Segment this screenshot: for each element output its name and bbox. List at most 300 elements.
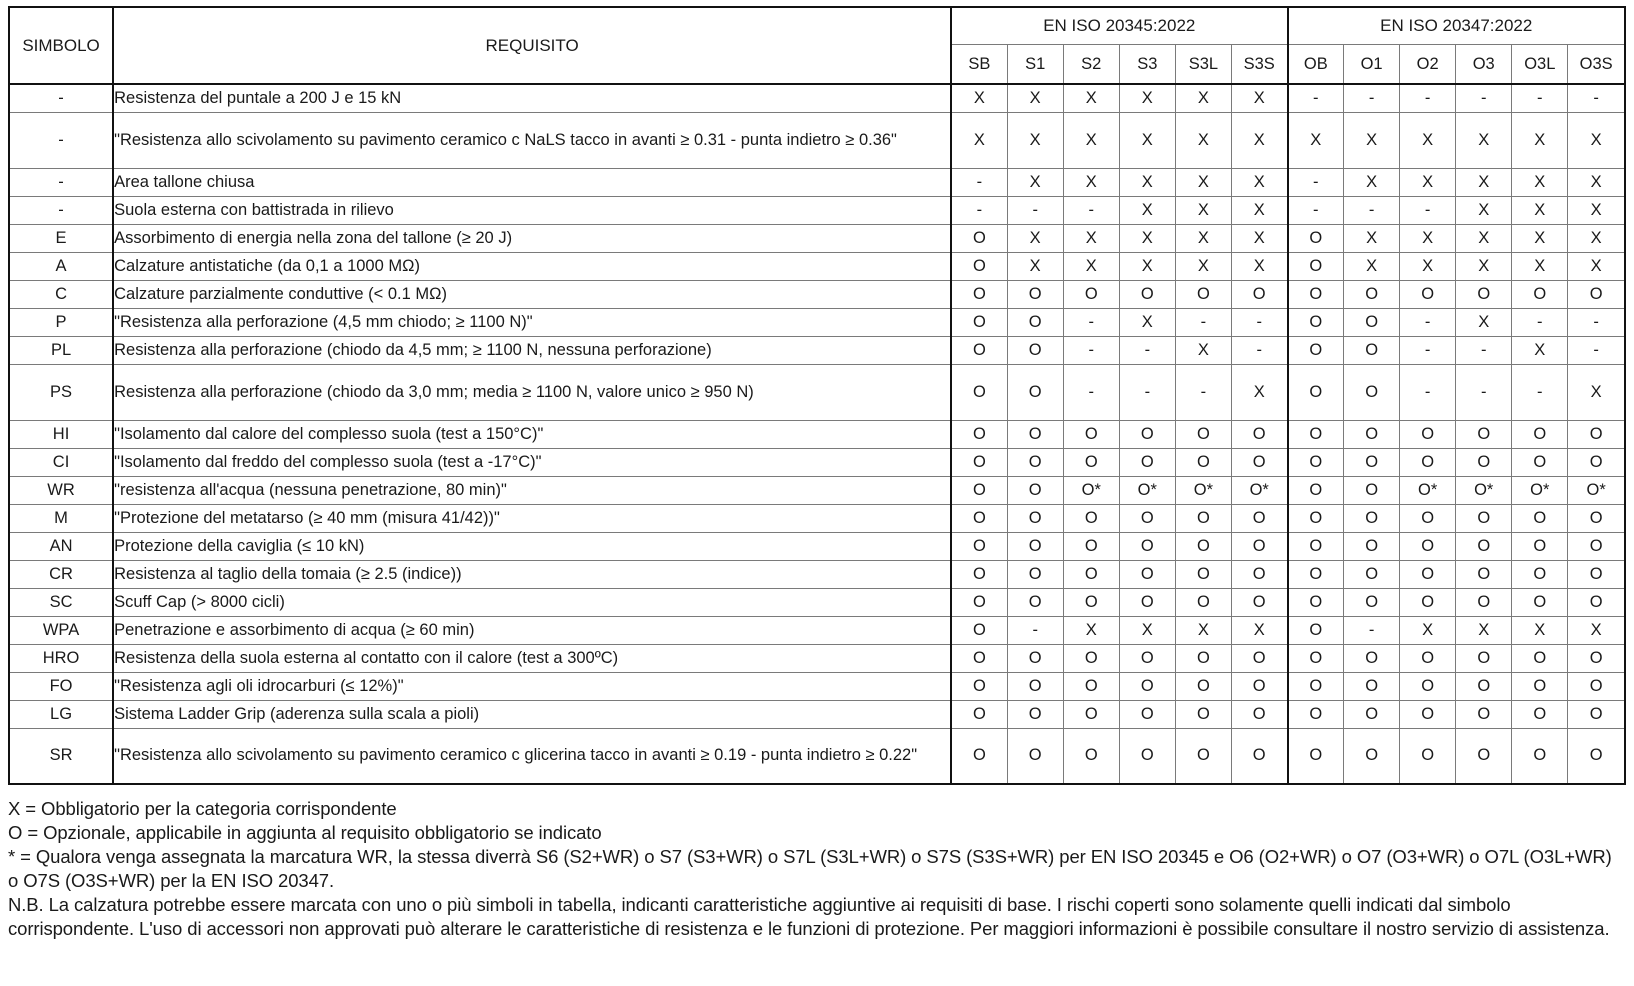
cell-value: O [1456, 504, 1512, 532]
category-header-s3s: S3S [1231, 45, 1287, 85]
cell-value: X [1063, 168, 1119, 196]
cell-value: X [1231, 112, 1287, 168]
cell-requirement: Penetrazione e assorbimento di acqua (≥ 60 min) [113, 616, 951, 644]
cell-value: - [1119, 364, 1175, 420]
table-header [9, 7, 1625, 84]
table-row [9, 168, 1625, 196]
cell-value: O [1007, 728, 1063, 784]
cell-value: O [1344, 672, 1400, 700]
cell-value: O [1007, 588, 1063, 616]
cell-value: O [1231, 448, 1287, 476]
cell-value: O [1119, 420, 1175, 448]
cell-value: O [951, 308, 1007, 336]
cell-requirement: Resistenza al taglio della tomaia (≥ 2.5 (indice)) [113, 560, 951, 588]
cell-value: X [1400, 616, 1456, 644]
cell-value: O [951, 644, 1007, 672]
cell-value: O* [1063, 476, 1119, 504]
table-row [9, 336, 1625, 364]
cell-value: O [1344, 280, 1400, 308]
cell-value: O [1512, 420, 1568, 448]
cell-value: O [1400, 448, 1456, 476]
cell-value: O [1288, 728, 1344, 784]
cell-value: O [1512, 672, 1568, 700]
cell-value: X [1568, 196, 1625, 224]
cell-value: O [951, 504, 1007, 532]
cell-value: O [1568, 644, 1625, 672]
note-nb: N.B. La calzatura potrebbe essere marcata con uno o più simboli in tabella, indicanti caratteristiche aggiuntive ai requisiti di base. I rischi coperti sono solamente quelli indicati dal simbolo corrispondente. L'uso di accessori non approvati può alterare le caratteristiche di resistenza e le funzioni di protezione. Per maggiori informazioni è possibile consultare il nostro servizio di assistenza. [8, 894, 1610, 940]
cell-requirement: Sistema Ladder Grip (aderenza sulla scala a pioli) [113, 700, 951, 728]
cell-symbol: SC [9, 588, 113, 616]
category-header-o1: O1 [1344, 45, 1400, 85]
cell-value: O [1231, 560, 1287, 588]
cell-value: O [1007, 280, 1063, 308]
cell-value: X [1175, 224, 1231, 252]
cell-value: O [1456, 280, 1512, 308]
table-row [9, 616, 1625, 644]
table-row [9, 364, 1625, 420]
cell-value: O [1288, 504, 1344, 532]
cell-value: O [1063, 672, 1119, 700]
cell-value: O [951, 616, 1007, 644]
cell-value: O [1400, 644, 1456, 672]
cell-value: O [951, 224, 1007, 252]
cell-value: O [1063, 588, 1119, 616]
cell-value: O [1456, 560, 1512, 588]
cell-value: O [1063, 504, 1119, 532]
cell-value: O [1175, 280, 1231, 308]
table-notes [8, 797, 1626, 941]
cell-symbol: - [9, 168, 113, 196]
category-header-s3l: S3L [1175, 45, 1231, 85]
cell-requirement: "Resistenza allo scivolamento su pavimento ceramico c glicerina tacco in avanti ≥ 0.19 - punta indietro ≥ 0.22" [113, 728, 951, 784]
cell-value: - [1288, 84, 1344, 112]
cell-value: O* [1175, 476, 1231, 504]
cell-value: O [1568, 280, 1625, 308]
cell-value: X [1063, 224, 1119, 252]
cell-value: O [1007, 364, 1063, 420]
cell-value: O [1288, 616, 1344, 644]
cell-value: - [1175, 364, 1231, 420]
table-row [9, 532, 1625, 560]
cell-value: O [951, 588, 1007, 616]
cell-value: O [1231, 644, 1287, 672]
cell-value: O [1063, 644, 1119, 672]
cell-value: O [1512, 280, 1568, 308]
cell-value: O [951, 420, 1007, 448]
cell-value: - [1400, 84, 1456, 112]
cell-symbol: PL [9, 336, 113, 364]
cell-value: - [1175, 308, 1231, 336]
cell-value: O [1344, 644, 1400, 672]
cell-requirement: "Resistenza alla perforazione (4,5 mm chiodo; ≥ 1100 N)" [113, 308, 951, 336]
cell-symbol: E [9, 224, 113, 252]
cell-value: X [1063, 84, 1119, 112]
col-header-symbol: SIMBOLO [9, 7, 113, 84]
cell-value: X [1119, 196, 1175, 224]
cell-value: O [1288, 224, 1344, 252]
cell-value: O [1288, 672, 1344, 700]
cell-value: O [1288, 280, 1344, 308]
cell-value: O [1119, 532, 1175, 560]
cell-requirement: Resistenza alla perforazione (chiodo da 3,0 mm; media ≥ 1100 N, valore unico ≥ 950 N) [113, 364, 951, 420]
cell-value: - [1400, 364, 1456, 420]
cell-value: O [951, 252, 1007, 280]
cell-symbol: - [9, 84, 113, 112]
cell-value: O [1231, 532, 1287, 560]
table-row [9, 728, 1625, 784]
cell-value: X [1400, 168, 1456, 196]
cell-value: - [1456, 336, 1512, 364]
cell-value: O [951, 336, 1007, 364]
table-row [9, 308, 1625, 336]
cell-value: O [1400, 588, 1456, 616]
cell-value: - [1063, 336, 1119, 364]
cell-value: O [1400, 504, 1456, 532]
cell-value: - [1288, 168, 1344, 196]
table-row [9, 476, 1625, 504]
cell-value: X [1175, 84, 1231, 112]
cell-value: O [1512, 700, 1568, 728]
category-header-s2: S2 [1063, 45, 1119, 85]
cell-value: X [1456, 252, 1512, 280]
header-row-standards [9, 7, 1625, 45]
cell-value: - [1568, 336, 1625, 364]
cell-symbol: - [9, 196, 113, 224]
cell-value: O [1568, 420, 1625, 448]
cell-value: O [1175, 588, 1231, 616]
cell-value: X [1119, 224, 1175, 252]
table-row [9, 84, 1625, 112]
cell-value: O [1007, 644, 1063, 672]
cell-value: - [1063, 364, 1119, 420]
cell-value: O [1231, 588, 1287, 616]
cell-symbol: WR [9, 476, 113, 504]
category-header-ob: OB [1288, 45, 1344, 85]
cell-value: O [1400, 672, 1456, 700]
cell-value: O [1288, 588, 1344, 616]
cell-requirement: Protezione della caviglia (≤ 10 kN) [113, 532, 951, 560]
cell-value: O [1231, 280, 1287, 308]
cell-value: O [1288, 532, 1344, 560]
cell-value: - [1400, 308, 1456, 336]
cell-value: O [1007, 532, 1063, 560]
cell-value: O [1175, 532, 1231, 560]
cell-symbol: SR [9, 728, 113, 784]
cell-value: X [1568, 168, 1625, 196]
cell-value: - [951, 168, 1007, 196]
cell-value: O [1063, 700, 1119, 728]
cell-value: O [1400, 280, 1456, 308]
cell-symbol: HI [9, 420, 113, 448]
cell-value: O [951, 280, 1007, 308]
cell-value: O [1231, 420, 1287, 448]
cell-value: O [1007, 420, 1063, 448]
cell-value: - [1568, 308, 1625, 336]
cell-symbol: - [9, 112, 113, 168]
cell-value: X [1231, 616, 1287, 644]
cell-value: O [1456, 448, 1512, 476]
cell-value: O [1344, 336, 1400, 364]
cell-value: X [1400, 112, 1456, 168]
cell-value: O [1344, 504, 1400, 532]
cell-value: - [1568, 84, 1625, 112]
cell-value: - [1512, 308, 1568, 336]
cell-value: - [1007, 196, 1063, 224]
cell-value: O [951, 364, 1007, 420]
cell-value: O [1288, 700, 1344, 728]
cell-value: X [1456, 308, 1512, 336]
cell-value: O [1119, 280, 1175, 308]
cell-value: X [1175, 112, 1231, 168]
cell-value: O [1119, 560, 1175, 588]
cell-symbol: AN [9, 532, 113, 560]
cell-value: O [951, 700, 1007, 728]
cell-value: X [1288, 112, 1344, 168]
cell-value: O [1007, 560, 1063, 588]
cell-value: O [1568, 728, 1625, 784]
cell-value: X [1063, 616, 1119, 644]
cell-value: O [1568, 504, 1625, 532]
cell-value: O [1288, 448, 1344, 476]
cell-value: O [1007, 476, 1063, 504]
cell-value: O* [1512, 476, 1568, 504]
cell-value: X [1231, 84, 1287, 112]
cell-value: - [1119, 336, 1175, 364]
cell-value: O [1512, 560, 1568, 588]
cell-value: O [1568, 448, 1625, 476]
cell-value: X [1231, 364, 1287, 420]
cell-value: O [1007, 448, 1063, 476]
cell-value: X [1175, 252, 1231, 280]
table-row [9, 588, 1625, 616]
cell-value: X [1568, 224, 1625, 252]
cell-value: O [1512, 588, 1568, 616]
cell-value: O [1175, 420, 1231, 448]
cell-value: O [1119, 644, 1175, 672]
table-row [9, 112, 1625, 168]
cell-value: X [1400, 252, 1456, 280]
cell-value: O [1512, 448, 1568, 476]
cell-value: O [1512, 532, 1568, 560]
table-row [9, 420, 1625, 448]
cell-value: O* [1456, 476, 1512, 504]
cell-value: O [1288, 308, 1344, 336]
cell-value: O [1400, 700, 1456, 728]
cell-value: O [1063, 448, 1119, 476]
cell-value: O* [1400, 476, 1456, 504]
col-header-requirement: REQUISITO [113, 7, 951, 84]
cell-value: X [1512, 196, 1568, 224]
category-header-s1: S1 [1007, 45, 1063, 85]
cell-value: O [1344, 476, 1400, 504]
cell-value: O [1231, 728, 1287, 784]
cell-value: O [1119, 588, 1175, 616]
cell-value: O* [1231, 476, 1287, 504]
cell-value: X [1456, 224, 1512, 252]
cell-requirement: Calzature antistatiche (da 0,1 a 1000 MΩ) [113, 252, 951, 280]
category-header-o3l: O3L [1512, 45, 1568, 85]
cell-value: O [1119, 448, 1175, 476]
cell-value: - [951, 196, 1007, 224]
cell-value: X [951, 84, 1007, 112]
cell-value: O [1344, 448, 1400, 476]
cell-symbol: FO [9, 672, 113, 700]
cell-value: O [1007, 504, 1063, 532]
table-row [9, 560, 1625, 588]
cell-value: - [1288, 196, 1344, 224]
cell-symbol: C [9, 280, 113, 308]
cell-value: O [1288, 336, 1344, 364]
cell-value: O [1400, 728, 1456, 784]
legend-o: O = Opzionale, applicabile in aggiunta al requisito obbligatorio se indicato [8, 822, 602, 844]
cell-value: X [1119, 616, 1175, 644]
cell-symbol: CI [9, 448, 113, 476]
table-row [9, 700, 1625, 728]
cell-requirement: Resistenza del puntale a 200 J e 15 kN [113, 84, 951, 112]
cell-value: X [1007, 224, 1063, 252]
cell-value: O [1344, 588, 1400, 616]
cell-value: O [1175, 448, 1231, 476]
cell-symbol: HRO [9, 644, 113, 672]
cell-value: - [1512, 364, 1568, 420]
cell-value: X [1456, 112, 1512, 168]
cell-value: X [1344, 252, 1400, 280]
cell-value: O [1175, 644, 1231, 672]
cell-value: X [1344, 224, 1400, 252]
cell-value: X [1344, 112, 1400, 168]
cell-value: O [1063, 560, 1119, 588]
cell-value: O [1288, 420, 1344, 448]
category-header-o3s: O3S [1568, 45, 1625, 85]
cell-value: X [1512, 224, 1568, 252]
cell-value: X [1007, 168, 1063, 196]
cell-value: X [1119, 252, 1175, 280]
cell-value: O [1512, 728, 1568, 784]
cell-value: O [1007, 336, 1063, 364]
cell-value: O [951, 476, 1007, 504]
cell-value: O [1344, 728, 1400, 784]
cell-symbol: WPA [9, 616, 113, 644]
cell-value: - [1344, 84, 1400, 112]
table-row [9, 672, 1625, 700]
cell-value: O [1344, 560, 1400, 588]
cell-value: X [1175, 336, 1231, 364]
cell-value: O [1175, 700, 1231, 728]
cell-value: O [1119, 728, 1175, 784]
cell-value: O [1288, 364, 1344, 420]
cell-value: O [1400, 560, 1456, 588]
cell-value: X [1119, 112, 1175, 168]
cell-value: - [1512, 84, 1568, 112]
cell-symbol: A [9, 252, 113, 280]
cell-symbol: PS [9, 364, 113, 420]
cell-value: O [1400, 420, 1456, 448]
cell-value: O* [1568, 476, 1625, 504]
cell-symbol: CR [9, 560, 113, 588]
cell-value: X [1456, 168, 1512, 196]
cell-value: X [1175, 168, 1231, 196]
cell-value: X [1007, 84, 1063, 112]
cell-value: O [951, 560, 1007, 588]
cell-value: X [1512, 112, 1568, 168]
cell-value: O [1288, 560, 1344, 588]
table-row [9, 224, 1625, 252]
cell-requirement: "Resistenza agli oli idrocarburi (≤ 12%)" [113, 672, 951, 700]
cell-value: O [1288, 644, 1344, 672]
cell-value: X [1119, 84, 1175, 112]
table-row [9, 280, 1625, 308]
cell-requirement: Resistenza della suola esterna al contatto con il calore (test a 300ºC) [113, 644, 951, 672]
legend-asterisk: * = Qualora venga assegnata la marcatura WR, la stessa diverrà S6 (S2+WR) o S7 (S3+WR) o S7L (S3L+WR) o S7S (S3S+WR) per EN ISO 20345 e O6 (O2+WR) o O7 (O3+WR) o O7L (O3L+WR) o O7S (O3S+WR) per la EN ISO 20347. [8, 846, 1612, 892]
cell-requirement: Scuff Cap (> 8000 cicli) [113, 588, 951, 616]
cell-requirement: "Protezione del metatarso (≥ 40 mm (misura 41/42))" [113, 504, 951, 532]
cell-value: O [1344, 364, 1400, 420]
table-row [9, 448, 1625, 476]
cell-value: X [1231, 168, 1287, 196]
category-header-o3: O3 [1456, 45, 1512, 85]
cell-value: O [1512, 504, 1568, 532]
cell-requirement: Suola esterna con battistrada in rilievo [113, 196, 951, 224]
category-header-s3: S3 [1119, 45, 1175, 85]
cell-requirement: "Isolamento dal freddo del complesso suola (test a -17°C)" [113, 448, 951, 476]
category-header-sb: SB [951, 45, 1007, 85]
cell-value: O [1568, 700, 1625, 728]
cell-requirement: "resistenza all'acqua (nessuna penetrazione, 80 min)" [113, 476, 951, 504]
cell-value: X [951, 112, 1007, 168]
cell-value: O [1175, 672, 1231, 700]
cell-value: - [1063, 196, 1119, 224]
cell-value: X [1456, 616, 1512, 644]
cell-requirement: Calzature parzialmente conduttive (< 0.1 MΩ) [113, 280, 951, 308]
cell-value: O [951, 448, 1007, 476]
cell-requirement: "Isolamento dal calore del complesso suola (test a 150°C)" [113, 420, 951, 448]
cell-value: O [1568, 532, 1625, 560]
cell-value: O [1231, 504, 1287, 532]
cell-requirement: Assorbimento di energia nella zona del tallone (≥ 20 J) [113, 224, 951, 252]
table-row [9, 196, 1625, 224]
cell-value: O [1119, 672, 1175, 700]
cell-value: X [1512, 168, 1568, 196]
cell-value: O [1007, 672, 1063, 700]
cell-value: O [1119, 504, 1175, 532]
cell-value: X [1231, 224, 1287, 252]
cell-symbol: P [9, 308, 113, 336]
cell-value: O [1568, 672, 1625, 700]
cell-value: X [1175, 616, 1231, 644]
cell-value: O [1288, 476, 1344, 504]
cell-value: - [1231, 336, 1287, 364]
cell-value: O [1344, 532, 1400, 560]
cell-value: O [1568, 588, 1625, 616]
cell-symbol: M [9, 504, 113, 532]
category-header-o2: O2 [1400, 45, 1456, 85]
cell-value: O [1456, 672, 1512, 700]
cell-value: X [1231, 196, 1287, 224]
cell-value: O [1007, 308, 1063, 336]
footwear-requirements-table [8, 6, 1626, 785]
cell-value: X [1512, 252, 1568, 280]
cell-value: O [1231, 700, 1287, 728]
cell-value: O [1119, 700, 1175, 728]
cell-value: O [1512, 644, 1568, 672]
cell-value: O [1456, 588, 1512, 616]
cell-value: - [1400, 196, 1456, 224]
cell-value: O [951, 672, 1007, 700]
cell-value: O [1063, 532, 1119, 560]
cell-value: X [1063, 252, 1119, 280]
cell-value: X [1568, 364, 1625, 420]
cell-value: O [1175, 560, 1231, 588]
